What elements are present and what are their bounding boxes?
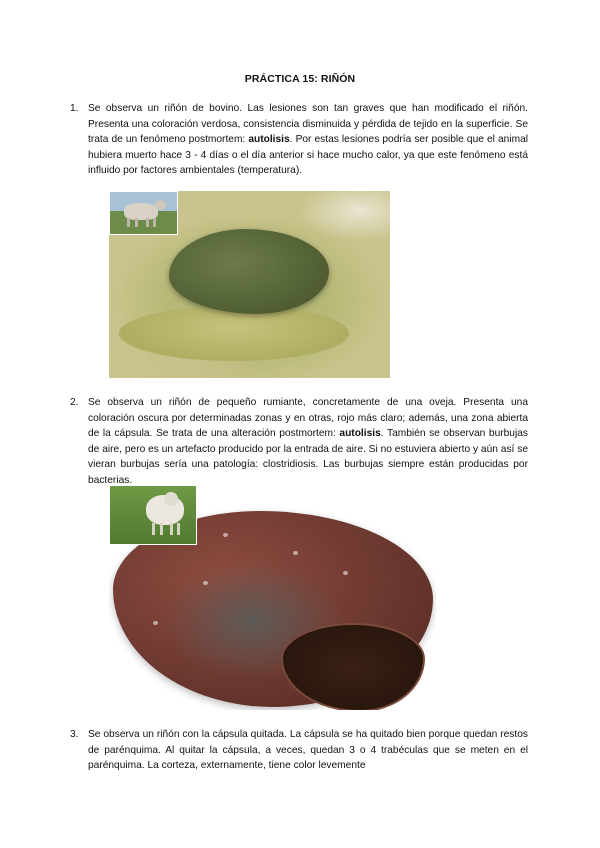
page-title: PRÁCTICA 15: RIÑÓN	[244, 73, 356, 85]
list-item-1	[70, 101, 528, 179]
paragraph: Se observa un riñón de pequeño rumiante, concretamente de una oveja. Presenta una coloración oscura por determinadas zonas y en otras, rojo más claro; además, una zona abierta de la cápsula. Se trata de una alteración postmortem: autolisis. También se observan burbujas de aire, pero es un artefacto producido por la entrada de aire. Si no estuviera abierto y aún así se vieran burbujas sería una patología: clostridiosis. Las burbujas siempre están producidas por bacterias.	[88, 397, 528, 486]
paragraph: Se observa un riñón con la cápsula quitada. La cápsula se ha quitado bien porque quedan restos de parénquima. Al quitar la cápsula, a veces, quedan 3 o 4 trabéculas que se meten en el parénquima. La corteza, externamente, tiene color levemente	[88, 729, 528, 771]
list-number: 2.	[70, 397, 79, 408]
paragraph: Se observa un riñón de bovino. Las lesiones son tan graves que han modificado el riñón. Presenta una coloración verdosa, consistencia disminuida y pérdida de tejido en la superficie. Se trata de un fenómeno postmortem: autolisis. Por estas lesiones podría ser posible que el animal hubiera muerto hace 3 - 4 días o el día anterior si hace mucho calor, ya que este fenómeno está influido por factores ambientales (temperatura).	[88, 103, 528, 176]
open-capsule-area	[281, 623, 425, 710]
kidney-image	[169, 229, 329, 314]
cow-thumbnail	[109, 191, 178, 235]
list-item-3	[70, 727, 528, 774]
list-item-2	[70, 395, 528, 488]
sheep-kidney-photo	[109, 485, 436, 710]
perirenal-fat	[119, 306, 349, 361]
sheep-thumbnail	[109, 485, 197, 545]
list-number: 1.	[70, 103, 79, 114]
bovine-kidney-photo	[109, 191, 390, 378]
bold-term: autolisis	[248, 134, 290, 145]
bold-term: autolisis	[339, 428, 381, 439]
list-number: 3.	[70, 729, 79, 740]
